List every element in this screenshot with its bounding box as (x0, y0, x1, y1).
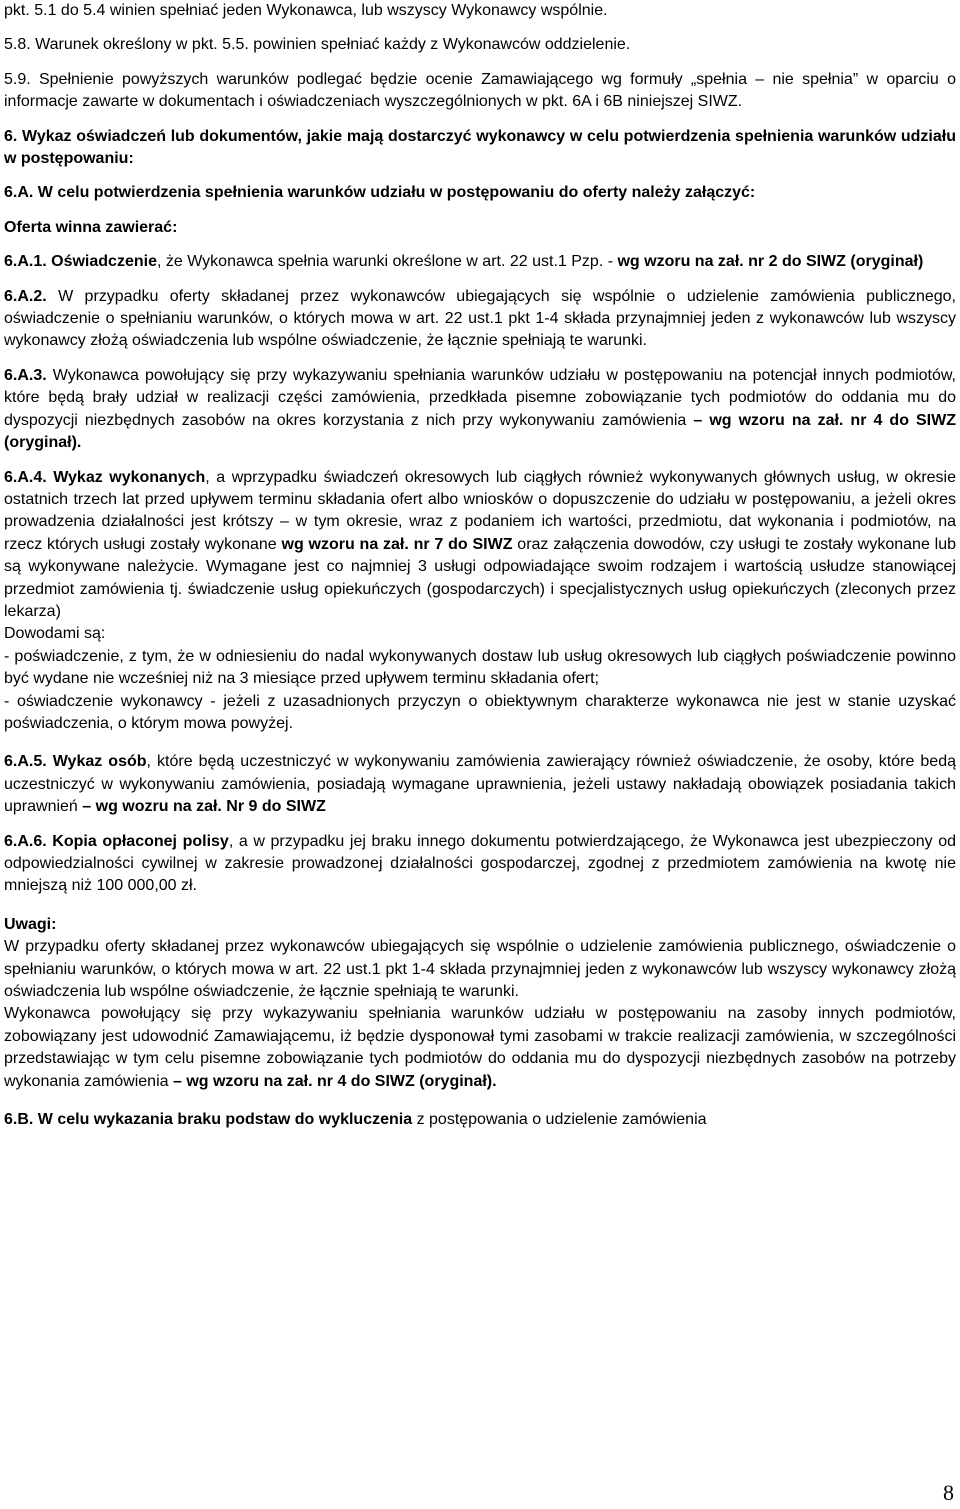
item-6a2 (4, 286, 956, 353)
item-6a4-title: Wykaz wykonanych (46, 468, 206, 486)
item-6a2-text: W przypadku oferty składanej przez wykonawców ubiegających się wspólnie o udzielenie zamówienia publicznego, oświadczenie o spełnianiu warunków, o których mowa w art. 22 ust.1 pkt 1-4 składa przynajmniej jeden z wykonawców lub wszyscy wykonawcy złożą oświadczenia lub wspólne oświadczenie, że łącznie spełniają te warunki. (4, 287, 956, 350)
page-number: 8 (943, 1480, 954, 1505)
item-6a1-text: , że Wykonawca spełnia warunki określone w art. 22 ust.1 Pzp. - (156, 253, 614, 271)
item-6a6-text: , a w przypadku jej braku innego dokumentu potwierdzającego, że Wykonawca jest ubezpieczony od odpowiedzialności cywilnej w zakresie prowadzonej działalności gospodarczej, zgodnej z przedmiotem zamówienia na kwotę nie mniejszą niż 100 000,00 zł. (4, 832, 956, 895)
notes-heading: Uwagi: (4, 915, 57, 933)
paragraph-5-1-to-5-4: pkt. 5.1 do 5.4 winien spełniać jeden Wykonawca, lub wszyscy Wykonawcy wspólnie. (4, 2, 608, 19)
section-6b (4, 1109, 956, 1131)
item-6a1-title: Oświadczenie (51, 253, 157, 271)
item-6a5-number: 6.A.5. (4, 753, 47, 771)
item-6a2-number: 6.A.2. (4, 287, 47, 305)
item-6a4-text-2: oraz załączenia dowodów, czy usługi te zostały wykonane lub są wykonywane należycie. Wymagane jest co najmniej 3 usługi odpowiadające swoim rodzajem i wartością usłudze stanowiącej przedmiot zamówienia tj. świadczenie usług opiekuńczych (gospodarczych) i specjalistycznych usług opiekuńczych (zleconych przez lekarza) (4, 535, 957, 620)
offer-contents-heading: Oferta winna zawierać: (4, 218, 178, 236)
item-6a3-text: Wykonawca powołujący się przy wykazywaniu spełniania warunków udziału w postępowaniu na potencjał innych podmiotów, które będą brały udział w realizacji części zamówienia, przedkłada pisemne zobowiązanie tych podmiotów do oddania mu do dyspozycji niezbędnych zasobów na okres korzystania z nich przy wykonywaniu zamówienia (4, 366, 956, 429)
item-6a3 (4, 365, 956, 455)
item-6a1 (4, 251, 956, 273)
item-6a4-text-1: , a wprzypadku świadczeń okresowych lub ciągłych również wykonywanych głównych usług, w okresie ostatnich trzech lat przed upływem terminu składania ofert albo wniosków o dopuszczenie do udziału w postępowaniu, a jeżeli okres prowadzenia działalności jest krótszy – w tym okresie, wraz z podaniem ich wartości, przedmiotu, dat wykonania i podmiotów, na rzecz których usługi zostały wykonane (4, 468, 956, 553)
item-6a4-evidence-1: - poświadczenie, z tym, że w odniesieniu do nadal wykonywanych dostaw lub usług okresowych lub ciągłych poświadczenie powinno być wydane nie wcześniej niż na 3 miesiące przed upływem terminu składania ofert; (4, 647, 956, 688)
item-6a5-text: , które będą uczestniczyć w wykonywaniu zamówienia zawierający również oświadczenie, że osoby, które bedą uczestniczyć w wykonywaniu zamówienia, posiadają wymagane uprawnienia, jeżeli ustawy nakładają obowiązek posiadania takich uprawnień (4, 753, 956, 816)
item-6a4-template-ref: wg wzoru na zał. nr 7 do SIWZ (276, 535, 513, 553)
notes-paragraph-1: W przypadku oferty składanej przez wykonawców ubiegających się wspólnie o udzielenie zamówienia publicznego, oświadczenie o spełnianiu warunków, o których mowa w art. 22 ust.1 pkt 1-4 składa przynajmniej jeden z wykonawców lub wszyscy wykonawcy złożą oświadczenia lub wspólne oświadczenie, że łącznie spełniają te warunki. (4, 938, 956, 1001)
paragraph-5-8: 5.8. Warunek określony w pkt. 5.5. powinien spełniać każdy z Wykonawców oddzielenie. (4, 36, 631, 54)
notes-paragraph-2-text: Wykonawca powołujący się przy wykazywaniu spełniania warunków udziału w postępowaniu na zasoby innych podmiotów, zobowiązany jest udowodnić Zamawiającemu, iż będzie dysponował tymi zasobami w trakcie realizacji zamówienia, w szczególności przedstawiając w tym celu pisemne zobowiązanie tych podmiotów do oddania mu do dyspozycji niezbędnych zasobów na potrzeby wykonania zamówienia (4, 1005, 956, 1090)
section-6a-heading: 6.A. W celu potwierdzenia spełnienia warunków udziału w postępowaniu do oferty należy załączyć: (4, 184, 756, 202)
item-6a4-number: 6.A.4. (4, 468, 47, 486)
item-6a6-title: Kopia opłaconej polisy (46, 832, 229, 850)
notes-paragraph-2 (4, 1003, 956, 1093)
item-6a1-template-ref: wg wzoru na zał. nr 2 do SIWZ (oryginał) (613, 253, 924, 271)
section-6b-text: z postępowania o udzielenie zamówienia (412, 1111, 707, 1129)
item-6a6-number: 6.A.6. (4, 832, 47, 850)
item-6a5-title: Wykaz osób (46, 753, 147, 771)
document-page (4, 0, 956, 1131)
section-6-heading: 6. Wykaz oświadczeń lub dokumentów, jakie mają dostarczyć wykonawcy w celu potwierdzenia spełnienia warunków udziału w postępowaniu: (4, 127, 956, 168)
item-6a5-template-ref: – wg wozru na zał. Nr 9 do SIWZ (77, 798, 326, 816)
paragraph-5-9: 5.9. Spełnienie powyższych warunków podlegać będzie ocenie Zamawiającego wg formuły „spełnia – nie spełnia” w oparciu o informacje zawarte w dokumentach i oświadczeniach wyszczególnionych w pkt. 6A i 6B niniejszej SIWZ. (4, 70, 956, 111)
notes-paragraph-2-template-ref: – wg wzoru na zał. nr 4 do SIWZ (oryginał). (168, 1072, 497, 1090)
item-6a5 (4, 751, 956, 818)
item-6a4 (4, 467, 956, 624)
item-6a6 (4, 831, 956, 898)
item-6a1-number: 6.A.1. (4, 253, 47, 271)
item-6a4-evidence-label: Dowodami są: (4, 625, 106, 643)
item-6a3-number: 6.A.3. (4, 366, 47, 384)
item-6a3-template-ref: – wg wzoru na zał. nr 4 do SIWZ (oryginał). (4, 411, 957, 452)
section-6b-heading: 6.B. W celu wykazania braku podstaw do wykluczenia (4, 1111, 413, 1129)
item-6a4-evidence-2: - oświadczenie wykonawcy - jeżeli z uzasadnionych przyczyn o obiektywnym charakterze wykonawca nie jest w stanie uzyskać poświadczenia, o którym mowa powyżej. (4, 692, 956, 732)
